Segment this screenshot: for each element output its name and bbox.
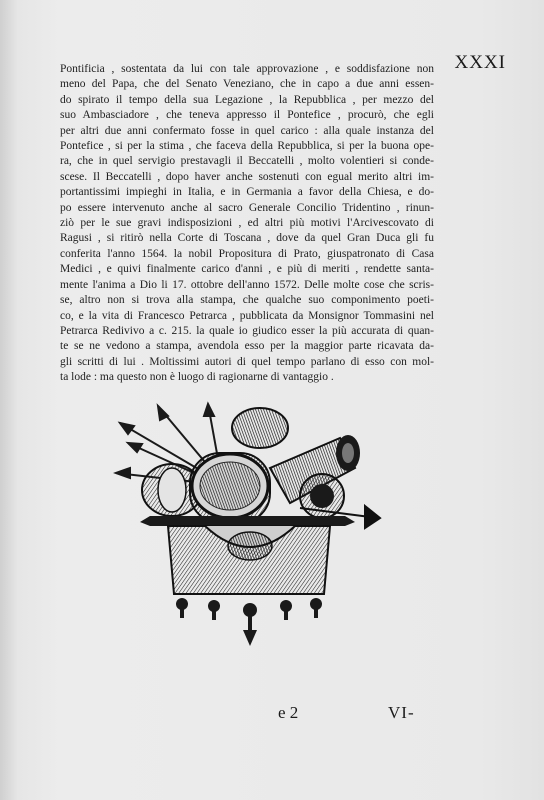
- bracket-shelf: [140, 516, 355, 526]
- tailpiece-vignette: [110, 398, 390, 650]
- text-line: Medici , e quivi finalmente carico d'anni , e più di meriti , rendette santa-: [60, 263, 434, 276]
- page-number: XXXI: [454, 52, 506, 73]
- show-through-text: [40, 360, 57, 411]
- text-line: mente l'anima a Dio li 17. ottobre dell'anno 1572. Delle molte cose che scris-: [60, 278, 434, 291]
- text-line: ta lode : ma questo non è luogo di ragionarne di vantaggio .: [60, 371, 334, 384]
- catchword: VI-: [388, 703, 415, 722]
- drum-icon: [190, 453, 270, 523]
- text-line: ra, che in quel servigio prestavagli il Beccatelli , molto volentieri si conde-: [60, 155, 434, 168]
- text-line: se, altro non si trova alla stampa, che qualche suo componimento poeti-: [60, 294, 434, 307]
- body-text: [60, 62, 434, 386]
- signature-mark: e 2: [278, 703, 299, 722]
- text-line: te se ne vedono a stampa, avendola esso per la maggior parte ricavata da-: [60, 340, 434, 353]
- text-line: Ragusi , si ritirò nella Corte di Toscana , dove da quel Gran Duca gli fu: [60, 232, 434, 245]
- text-line: Pontefice , si per la stima , che faceva della Repubblica, si per la buona ope-: [60, 140, 434, 153]
- drapery: [168, 526, 330, 646]
- text-line: ziò per le sue gravi indisposizioni , ed altri più motivi l'Arcivescovato di: [60, 217, 434, 230]
- shield-icon: [232, 408, 288, 448]
- text-line: suo Ambasciadore , che teneva appresso il Pontefice , procurò, che egli: [60, 109, 434, 122]
- text-line: meno del Papa, che del Senato Veneziano, che in capo a due anni essen-: [60, 78, 434, 91]
- text-line: conferita l'anno 1564. la nobil Propositura di Prato, giuspatronato di Casa: [60, 247, 434, 260]
- text-line: portantissimi impieghi in Italia, e in Germania a favor della Chiesa, e do-: [60, 186, 434, 199]
- text-line: Pontificia , sostentata da lui con tale approvazione , e soddisfazione non: [60, 63, 434, 75]
- text-line: po essere intervenuto anche al sacro Generale Concilio Tridentino , rinun-: [60, 201, 434, 214]
- text-line: scese. Il Beccatelli , dopo haver anche sostenuti con egual merito altri im-: [60, 170, 434, 183]
- text-line: do spirato il tempo della sua Legazione , la Repubblica , per mezzo del: [60, 93, 434, 106]
- text-line: Petrarca Redivivo a c. 215. la quale io giudico esser la più accurata di quan-: [60, 324, 434, 337]
- text-line: gli scritti di lui . Moltissimi autori di quel tempo parlano di esso con mol-: [60, 355, 434, 368]
- text-line: co, e la vita di Francesco Petrarca , pubblicata da Monsignor Tommasini nel: [60, 309, 434, 322]
- text-line: per altri due anni confermato fosse in quel carico : alla quale instanza del: [60, 124, 434, 137]
